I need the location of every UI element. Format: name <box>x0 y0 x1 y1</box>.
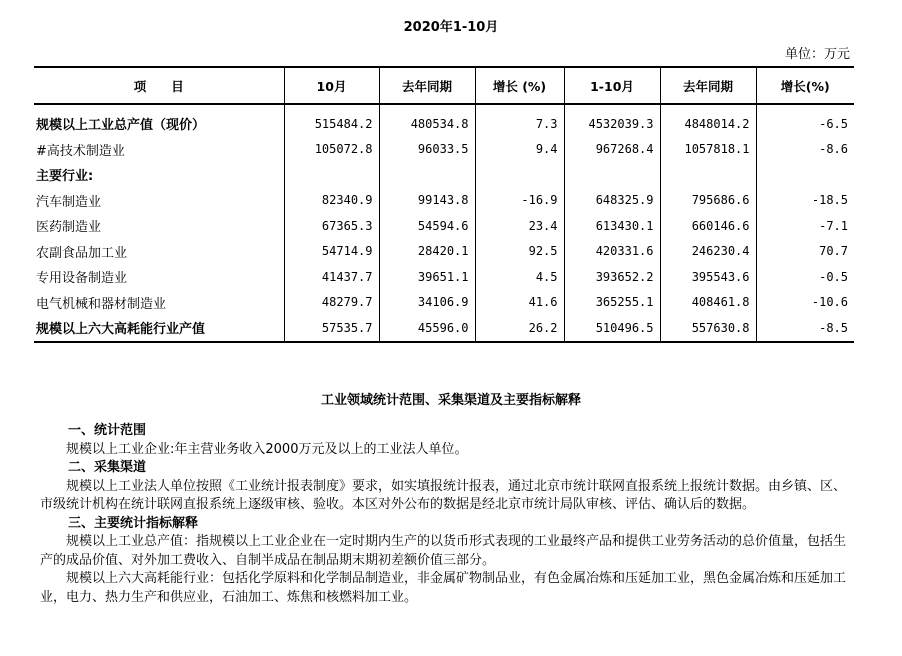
table-row <box>34 137 854 163</box>
indicator-text-output: 规模以上工业总产值：指规模以上工业企业在一定时期内生产的以货币形式表现的工业最终产品和提供工业劳务活动的总价值量，包括生产的成品价值、对外加工费收入、自制半成品在制品期末期初差额价值三部分。 <box>40 534 847 568</box>
table-header-row <box>34 67 854 104</box>
cell-oct-growth: 92.5 <box>475 239 564 265</box>
cell-oct-last-year: 34106.9 <box>379 290 475 316</box>
channel-text: 规模以上工业法人单位按照《工业统计报表制度》要求，如实填报统计报表，通过北京市统计联网直报系统上报统计数据。由乡镇、区、市级统计机构在统计联网直报系统上逐级审核、验收。本区对外公布的数据是经北京市统计局队审核、评估、确认后的数据。 <box>40 478 847 512</box>
cell-oct-last-year: 99143.8 <box>379 188 475 214</box>
notes-section <box>40 422 858 607</box>
header-item: 项 目 <box>34 67 284 104</box>
header-ytd-growth: 增长(%) <box>756 67 854 104</box>
cell-oct: 515484.2 <box>284 104 379 137</box>
cell-oct: 54714.9 <box>284 239 379 265</box>
indicator-heading: 三、主要统计指标解释 <box>68 515 199 531</box>
cell-oct: 41437.7 <box>284 264 379 290</box>
cell-ytd-growth: -7.1 <box>819 218 848 233</box>
header-ytd: 1-10月 <box>564 67 660 104</box>
cell-ytd: 420331.6 <box>564 239 660 265</box>
cell-ytd: 393652.2 <box>564 264 660 290</box>
cell-ytd-growth: -10.6 <box>811 295 848 310</box>
cell-oct-last-year: 28420.1 <box>379 239 475 265</box>
row-name: 电气机械和器材制造业 <box>34 290 284 316</box>
cell-ytd-last-year: 660146.6 <box>660 213 756 239</box>
cell-oct: 105072.8 <box>284 137 379 163</box>
row-name: 汽车制造业 <box>34 188 284 214</box>
row-name: 专用设备制造业 <box>34 264 284 290</box>
cell-oct-growth: 26.2 <box>475 315 564 342</box>
cell-oct-last-year: 54594.6 <box>379 213 475 239</box>
cell-ytd-last-year: 408461.8 <box>660 290 756 316</box>
cell-oct-last-year: 39651.1 <box>379 264 475 290</box>
cell-oct: 82340.9 <box>284 188 379 214</box>
cell-ytd-growth: -6.5 <box>819 116 848 131</box>
cell-oct-growth: 7.3 <box>475 104 564 137</box>
row-name: 农副食品加工业 <box>34 239 284 265</box>
table-row <box>34 104 854 137</box>
cell-oct-last-year <box>379 162 475 188</box>
cell-ytd <box>564 162 660 188</box>
table-row <box>34 290 854 316</box>
cell-ytd-growth: -8.6 <box>819 142 848 157</box>
row-name: 主要行业: <box>34 162 284 188</box>
row-name: 规模以上工业总产值（现价） <box>34 104 284 137</box>
table-row <box>34 162 854 188</box>
cell-oct-last-year: 96033.5 <box>379 137 475 163</box>
cell-oct-last-year: 45596.0 <box>379 315 475 342</box>
cell-oct-growth: 9.4 <box>475 137 564 163</box>
cell-oct-growth: -16.9 <box>475 188 564 214</box>
cell-ytd-growth: -8.5 <box>756 315 854 342</box>
indicator-text-energy: 规模以上六大高耗能行业：包括化学原料和化学制品制造业，非金属矿物制品业，有色金属冶炼和压延加工业，黑色金属冶炼和压延加工业，电力、热力生产和供应业，石油加工、炼焦和核燃料加工业。 <box>40 571 847 605</box>
cell-ytd-growth: 70.7 <box>819 244 848 259</box>
cell-oct: 67365.3 <box>284 213 379 239</box>
table-row <box>34 264 854 290</box>
scope-heading: 一、统计范围 <box>68 423 147 438</box>
cell-oct-growth <box>475 162 564 188</box>
cell-ytd-growth: -18.5 <box>811 193 848 208</box>
unit-label: 单位：万元 <box>784 47 850 62</box>
cell-ytd-growth: -0.5 <box>819 269 848 284</box>
report-title: 2020年1-10月 <box>403 20 499 35</box>
cell-ytd: 510496.5 <box>564 315 660 342</box>
cell-ytd-last-year: 246230.4 <box>660 239 756 265</box>
table-row <box>34 213 854 239</box>
table-row <box>34 239 854 265</box>
cell-oct-growth: 4.5 <box>475 264 564 290</box>
cell-oct: 48279.7 <box>284 290 379 316</box>
cell-oct-last-year: 480534.8 <box>379 104 475 137</box>
cell-oct-growth: 23.4 <box>475 213 564 239</box>
cell-ytd-growth <box>756 162 854 188</box>
cell-ytd: 967268.4 <box>564 137 660 163</box>
header-ytd-last-year: 去年同期 <box>660 67 756 104</box>
cell-ytd: 613430.1 <box>564 213 660 239</box>
cell-oct-growth: 41.6 <box>475 290 564 316</box>
cell-ytd: 648325.9 <box>564 188 660 214</box>
cell-ytd: 365255.1 <box>564 290 660 316</box>
row-name: 医药制造业 <box>34 213 284 239</box>
header-oct: 10月 <box>284 67 379 104</box>
cell-oct: 57535.7 <box>284 315 379 342</box>
cell-ytd-last-year: 557630.8 <box>660 315 756 342</box>
table-row <box>34 188 854 214</box>
header-oct-last-year: 去年同期 <box>379 67 475 104</box>
table-row <box>34 315 854 342</box>
cell-ytd-last-year: 395543.6 <box>660 264 756 290</box>
row-name: #高技术制造业 <box>34 137 284 163</box>
cell-ytd: 4532039.3 <box>564 104 660 137</box>
cell-ytd-last-year: 4848014.2 <box>660 104 756 137</box>
scope-text: 规模以上工业企业:年主营业务收入2000万元及以上的工业法人单位。 <box>66 441 468 457</box>
statistics-table <box>34 66 854 343</box>
cell-ytd-last-year <box>660 162 756 188</box>
notes-title: 工业领域统计范围、采集渠道及主要指标解释 <box>320 393 581 408</box>
cell-ytd-last-year: 1057818.1 <box>660 137 756 163</box>
cell-oct <box>284 162 379 188</box>
cell-ytd-last-year: 795686.6 <box>660 188 756 214</box>
row-name: 规模以上六大高耗能行业产值 <box>34 315 284 342</box>
channel-heading: 二、采集渠道 <box>68 460 147 475</box>
header-oct-growth: 增长 (%) <box>475 67 564 104</box>
